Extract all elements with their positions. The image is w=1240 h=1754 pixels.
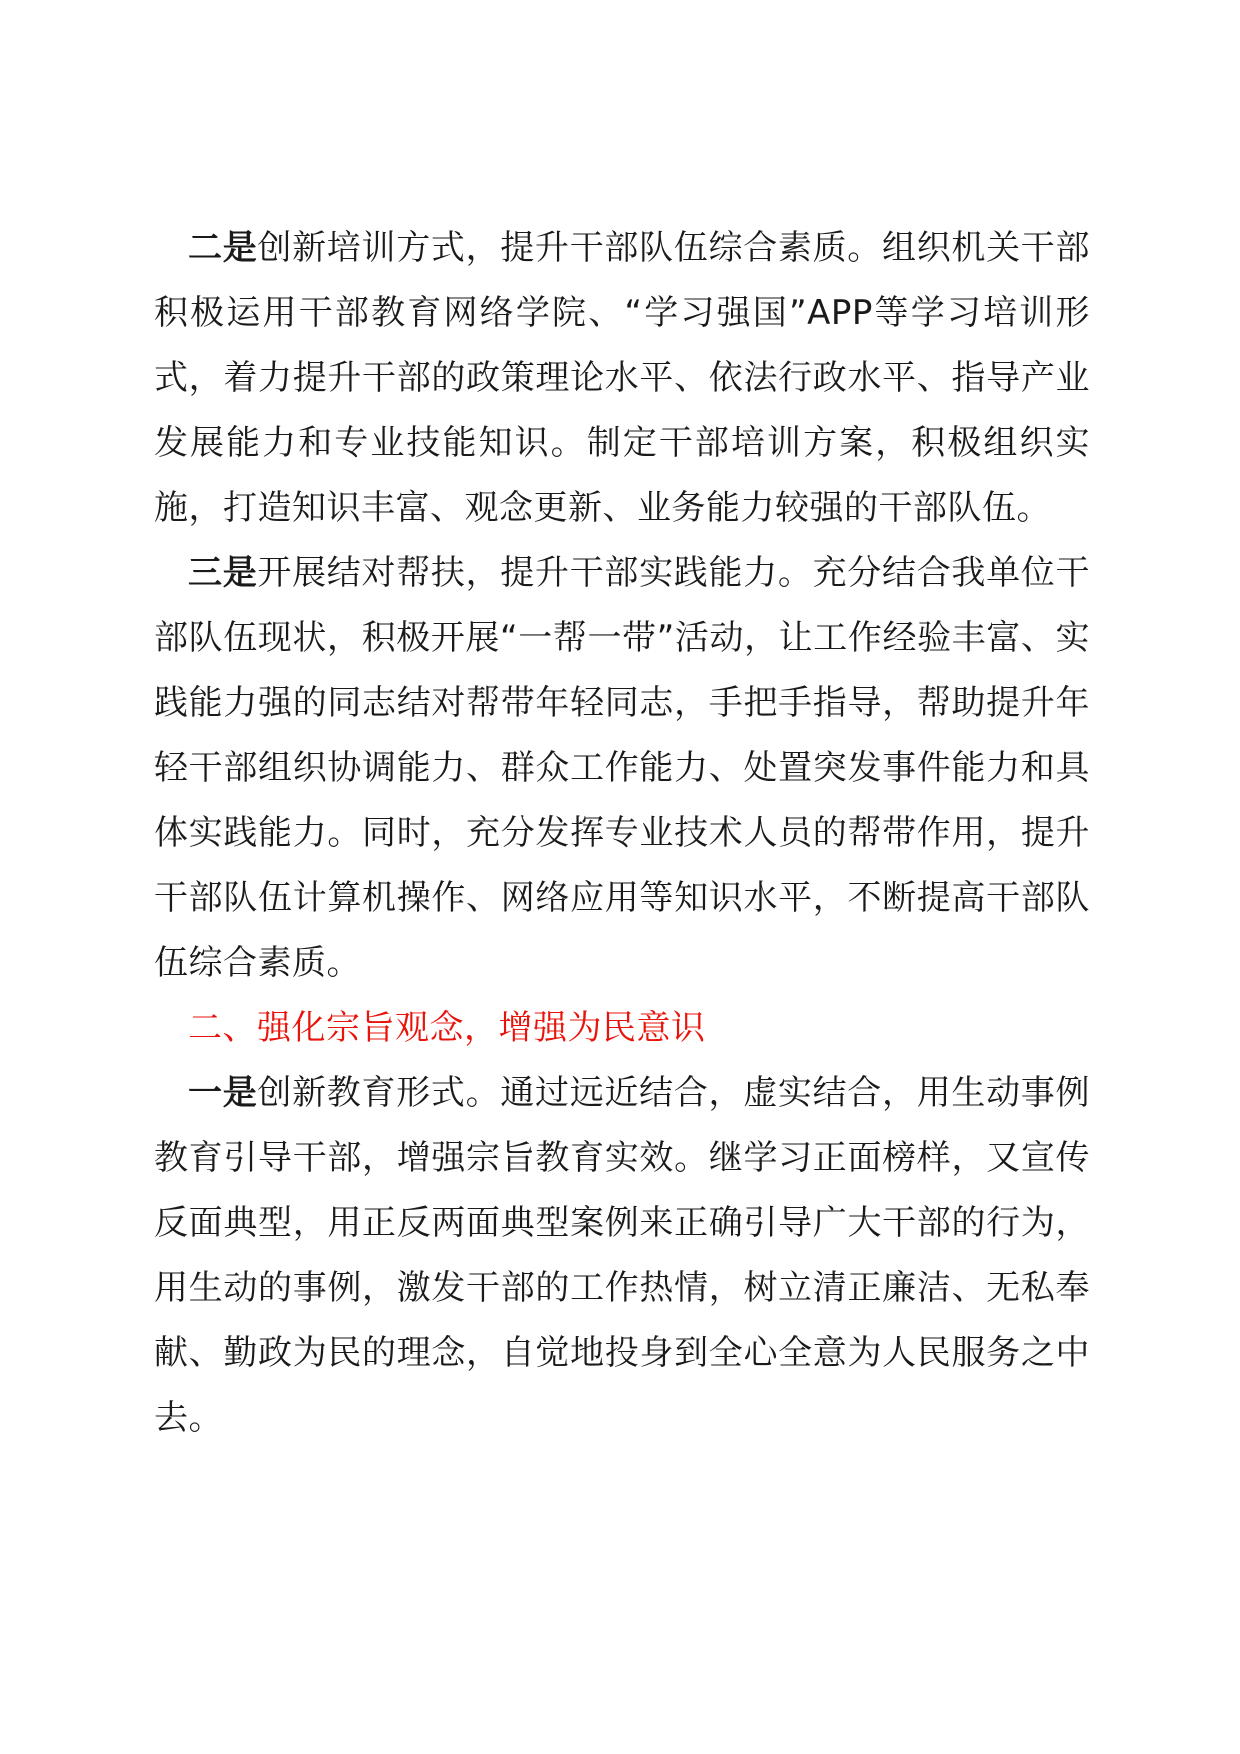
paragraph-education bbox=[154, 1061, 1090, 1451]
paragraph-body: 开展结对帮扶，提升干部实践能力。充分结合我单位干部队伍现状，积极开展“一帮一带”活动，让工作经验丰富、实践能力强的同志结对帮带年轻同志，手把手指导，帮助提升年轻干部组织协调能力、群众工作能力、处置突发事件能力和具体实践能力。同时，充分发挥专业技术人员的帮带作用，提升干部队伍计算机操作、网络应用等知识水平，不断提高干部队伍综合素质。 bbox=[154, 553, 1091, 983]
document-page bbox=[154, 216, 1090, 1451]
paragraph-lead: 三是 bbox=[188, 553, 258, 593]
paragraph-body: 创新教育形式。通过远近结合，虚实结合，用生动事例教育引导干部，增强宗旨教育实效。继学习正面榜样，又宣传反面典型，用正反两面典型案例来正确引导广大干部的行为，用生动的事例，激发干部的工作热情，树立清正廉洁、无私奉献、勤政为民的理念，自觉地投身到全心全意为人民服务之中去。 bbox=[154, 1073, 1091, 1438]
paragraph-body: 创新培训方式，提升干部队伍综合素质。组织机关干部积极运用干部教育网络学院、“学习强国”APP等学习培训形式，着力提升干部的政策理论水平、依法行政水平、指导产业发展能力和专业技能知识。制定干部培训方案，积极组织实施，打造知识丰富、观念更新、业务能力较强的干部队伍。 bbox=[154, 228, 1091, 528]
paragraph-lead: 二是 bbox=[188, 228, 258, 268]
paragraph-lead: 一是 bbox=[188, 1073, 258, 1113]
paragraph-training bbox=[154, 216, 1090, 541]
paragraph-mentoring bbox=[154, 541, 1090, 996]
section-heading: 二、强化宗旨观念，增强为民意识 bbox=[188, 1008, 706, 1048]
